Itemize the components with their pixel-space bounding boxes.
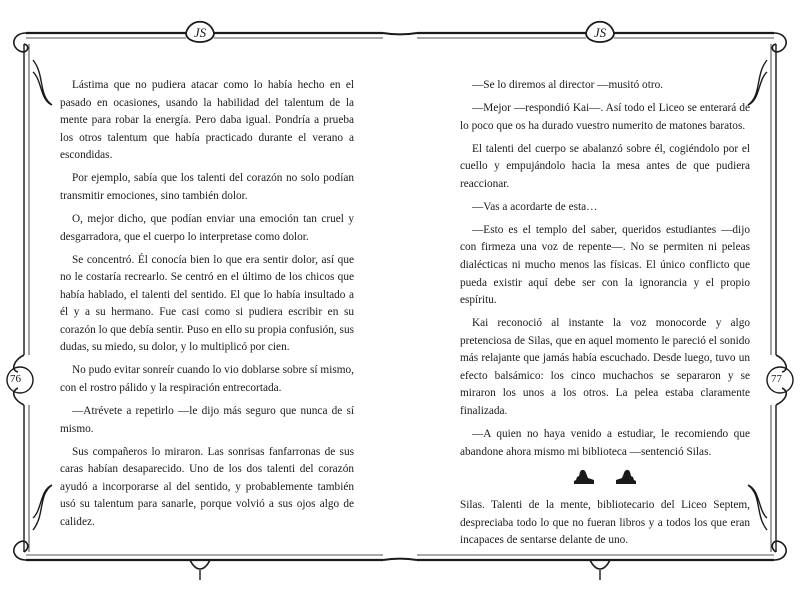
sphinx-separator <box>460 467 750 487</box>
paragraph: Se concentró. Él conocía bien lo que era sentir dolor, así que no le costaría recrearlo. Se centró en el último de los chicos que había hablado, el talenti del sentido. El que lo había insultado a él y a su hermano. Fue casi como si pudiera escribir en su corazón lo que debía sentir. Puso en ello su propia confusión, sus dudas, su miedo, su dolor, y lo multiplicó por cien. <box>60 253 354 354</box>
paragraph: El talenti del cuerpo se abalanzó sobre él, cogiéndolo por el cuello y empujándolo hacia la mesa antes de que pudiera reaccionar. <box>460 142 750 190</box>
page-number-left: 76 <box>10 373 21 385</box>
paragraph: No pudo evitar sonreír cuando lo vio doblarse sobre sí mismo, con el rostro pálido y la respiración entrecortada. <box>60 364 354 395</box>
paragraph: —Se lo diremos al director —musitó otro. <box>472 79 664 91</box>
paragraph: O, mejor dicho, que podían enviar una emoción tan cruel y desgarradora, que el cuerpo lo interpretase como dolor. <box>60 212 354 243</box>
paragraph: Lástima que no pudiera atacar como lo había hecho en el pasado en ocasiones, usando la habilidad del talentum de la mente para robar la energía. Pero daba igual. Pondría a prueba los otros talentum que había practicado durante el verano a escondidas. <box>60 79 354 162</box>
paragraph: —Vas a acordarte de esta… <box>472 200 598 213</box>
monogram-logo-left <box>188 20 212 44</box>
page-number-right: 77 <box>771 373 782 385</box>
paragraph: Kai reconoció al instante la voz monocorde y algo pretenciosa de Silas, que en aquel momento le pareció el sonido más relajante que jamás había escuchado. Desde luego, tuvo un efecto balsámico: los cinco muchachos se separaron y se miraron los unos a los otros. La pelea estaba claramente finalizada. <box>460 317 750 418</box>
paragraph: Sus compañeros lo miraron. Las sonrisas fanfarronas de sus caras habían desaparecido. Uno de los dos talenti del corazón ayudó a incorporarse al del sentido, y probablemente también usó su talentum para sanarle, porque volvió a sus ojos algo de calidez. <box>60 445 354 528</box>
monogram-logo-right <box>588 20 612 44</box>
paragraph: Silas. Talenti de la mente, bibliotecario del Liceo Septem, despreciaba todo lo que no fueran libros y a todos los que eran incapaces de sentarse delante de uno. <box>460 499 750 547</box>
paragraph: —A quien no haya venido a estudiar, le recomiendo que abandone ahora mismo mi biblioteca —sentenció Silas. <box>460 428 750 458</box>
right-page-body <box>460 77 750 555</box>
paragraph: —Esto es el templo del saber, queridos estudiantes —dijo con firmeza una voz de repente—. No se permiten ni peleas dialécticas ni mucho menos las físicas. El único conflicto que pueda existir aquí debe ser con la ignorancia y el propio espíritu. <box>460 223 750 307</box>
paragraph: —Mejor —respondió Kai—. Así todo el Liceo se enterará de lo poco que os ha durado vuestro numerito de matones baratos. <box>460 101 750 132</box>
sphinx-icon <box>614 467 638 485</box>
sphinx-icon <box>572 467 596 485</box>
paragraph: Por ejemplo, sabía que los talenti del corazón no solo podían transmitir emociones, sino también dolor. <box>60 172 354 202</box>
svg-text:JS: JS <box>193 25 207 40</box>
svg-text:JS: JS <box>593 25 607 40</box>
paragraph: —Atrévete a repetirlo —le dijo más seguro que nunca de sí mismo. <box>60 405 354 435</box>
left-page-body <box>60 77 354 537</box>
